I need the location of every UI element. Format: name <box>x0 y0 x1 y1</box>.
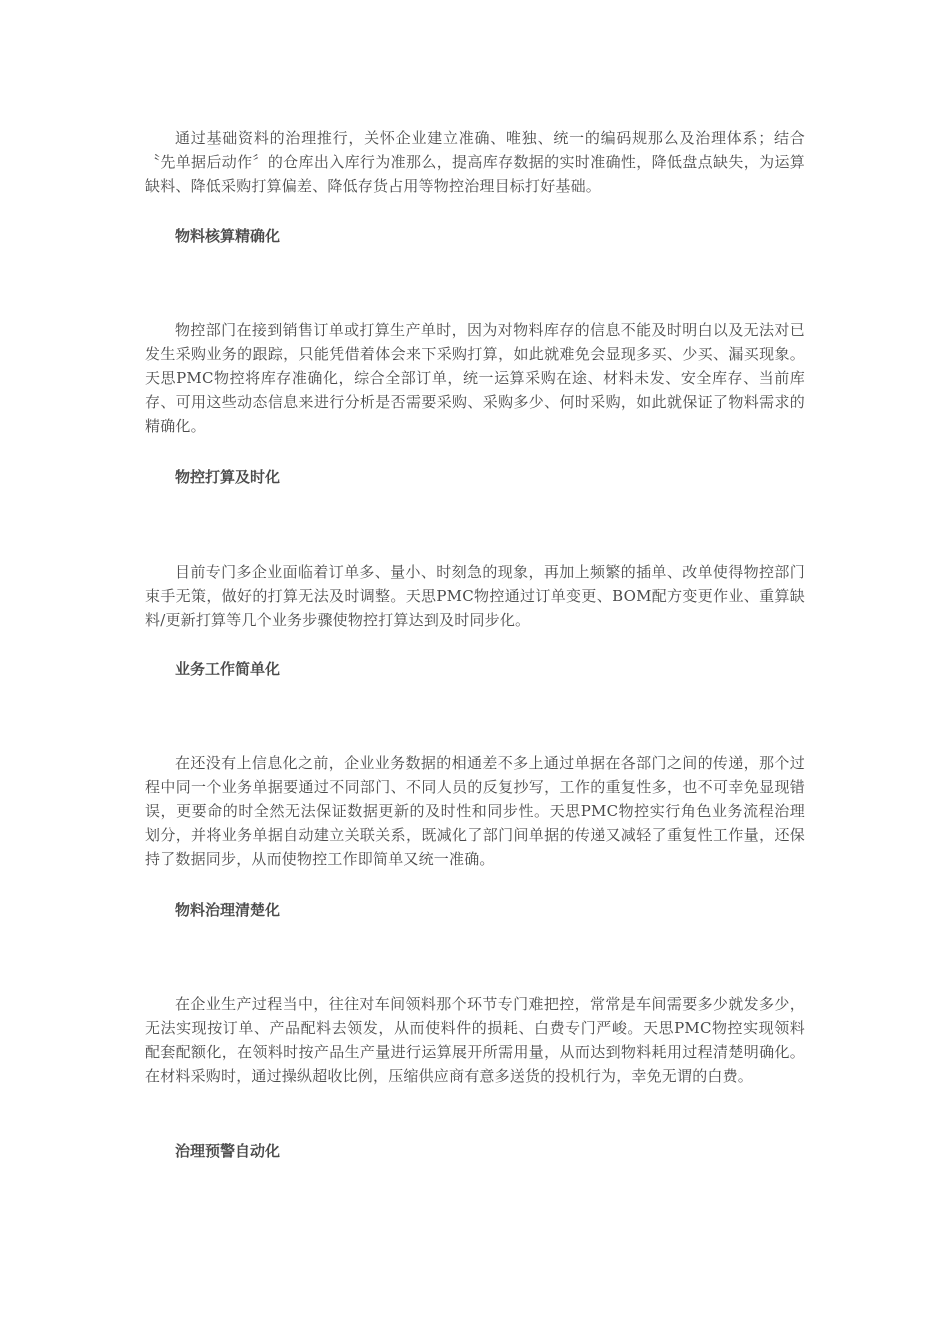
heading-work-simplify: 业务工作简单化 <box>175 660 281 678</box>
paragraph-basic-data: 通过基础资料的治理推行，关怀企业建立准确、唯独、统一的编码规那么及治理体系；结合〝先单据后动作〞的仓库出入库行为准那么，提高库存数据的实时准确性，降低盘点缺失，为运算缺料、降低采购打算偏差、降低存货占用等物控治理目标打好基础。 <box>145 129 805 195</box>
heading-warning-automation: 治理预警自动化 <box>175 1142 281 1160</box>
paragraph-material-management: 在企业生产过程当中，往往对车间领料那个环节专门难把控，常常是车间需要多少就发多少，无法实现按订单、产品配料去领发，从而使料件的损耗、白费专门严峻。天思PMC物控实现领料配套配额化，在领料时按产品生产量进行运算展开所需用量，从而达到物料耗用过程清楚明确化。在材料采购时，通过操纵超收比例，压缩供应商有意多送货的投机行为，幸免无谓的白费。 <box>145 995 805 1085</box>
heading-plan-timely: 物控打算及时化 <box>175 468 281 486</box>
paragraph-work-simplify: 在还没有上信息化之前，企业业务数据的相通差不多上通过单据在各部门之间的传递，那个过程中同一个业务单据要通过不同部门、不同人员的反复抄写，工作的重复性多，也不可幸免显现错误，更要命的时全然无法保证数据更新的及时性和同步性。天思PMC物控实行角色业务流程治理划分，并将业务单据自动建立关联关系，既减化了部门间单据的传递又减轻了重复性工作量，还保持了数据同步，从而使物控工作即简单又统一准确。 <box>145 754 805 868</box>
heading-material-management: 物料治理清楚化 <box>175 901 281 919</box>
paragraph-material-accounting: 物控部门在接到销售订单或打算生产单时，因为对物料库存的信息不能及时明白以及无法对已发生采购业务的跟踪，只能凭借着体会来下采购打算，如此就难免会显现多买、少买、漏买现象。天思PMC物控将库存准确化，综合全部订单，统一运算采购在途、材料未发、安全库存、当前库存、可用这些动态信息来进行分析是否需要采购、采购多少、何时采购，如此就保证了物料需求的精确化。 <box>145 321 805 435</box>
heading-material-accounting: 物料核算精确化 <box>175 227 281 245</box>
paragraph-plan-timely: 目前专门多企业面临着订单多、量小、时刻急的现象，再加上频繁的插单、改单使得物控部门束手无策，做好的打算无法及时调整。天思PMC物控通过订单变更、BOM配方变更作业、重算缺料/更新打算等几个业务步骤使物控打算达到及时同步化。 <box>145 563 805 629</box>
